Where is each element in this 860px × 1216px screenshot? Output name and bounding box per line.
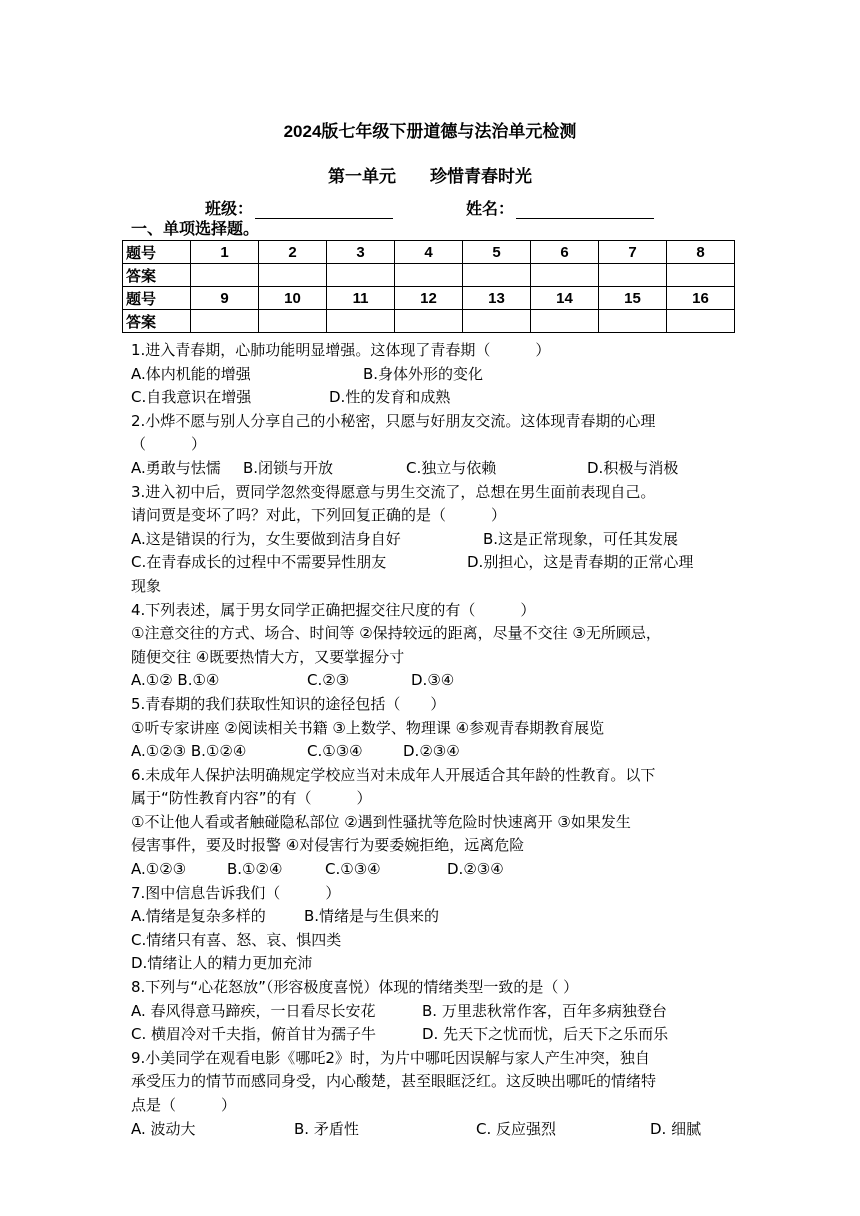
option-b: B.①②④ [227, 860, 283, 879]
option-c: C. 反应强烈 [476, 1119, 557, 1138]
answer-cell[interactable] [191, 310, 259, 333]
row-label-answer: 答案 [123, 310, 191, 333]
option-a: A.①②③ [131, 860, 187, 879]
option-d: D.性的发育和成熟 [329, 388, 451, 407]
class-blank[interactable] [255, 202, 393, 219]
question-6-items: 侵害事件，要及时报警 ④对侵害行为要委婉拒绝，远离危险 [131, 836, 525, 855]
table-row [123, 241, 735, 264]
row-label-question: 题号 [123, 287, 191, 310]
answer-cell[interactable] [599, 310, 667, 333]
option-b: B.闭锁与开放 [243, 458, 334, 477]
question-number-cell: 12 [395, 287, 463, 310]
option-c: C.①③④ [307, 742, 363, 761]
question-1-options [131, 386, 731, 410]
option-d: D.别担心，这是青春期的正常心理 [467, 553, 694, 572]
unit-number: 第一单元 [328, 167, 396, 186]
answer-cell[interactable] [463, 310, 531, 333]
option-c: C. 横眉冷对千夫指，俯首甘为孺子牛 [131, 1025, 377, 1044]
option-c: C.②③ [307, 671, 350, 690]
option-ab: A.①②③ B.①②④ [131, 742, 247, 761]
answer-table [122, 240, 735, 333]
table-row [123, 287, 735, 310]
option-c: C.独立与依赖 [406, 458, 497, 477]
question-2-stem: 2.小烨不愿与别人分享自己的小秘密，只愿与好朋友交流。这体现青春期的心理 [131, 411, 656, 430]
answer-cell[interactable] [395, 264, 463, 287]
question-5-stem: 5.青春期的我们获取性知识的途径包括（ ） [131, 694, 446, 713]
question-3-options [131, 551, 731, 575]
question-list [131, 339, 731, 1141]
question-6-stem: 6.未成年人保护法明确规定学校应当对未成年人开展适合其年龄的性教育。以下 [131, 765, 656, 784]
unit-title: 珍惜青春时光 [430, 167, 532, 186]
question-number-cell: 15 [599, 287, 667, 310]
name-blank[interactable] [516, 202, 654, 219]
question-number-cell: 7 [599, 241, 667, 264]
question-9-stem: 点是（ ） [131, 1096, 237, 1114]
answer-cell[interactable] [599, 264, 667, 287]
question-5-items: ①听专家讲座 ②阅读相关书籍 ③上数学、物理课 ④参观青春期教育展览 [131, 718, 605, 737]
question-1-stem: 1.进入青春期，心肺功能明显增强。这体现了青春期（ ） [131, 341, 551, 359]
option-ab: A.①② B.①④ [131, 671, 220, 690]
option-d: D.②③④ [403, 742, 460, 761]
option-d: D.②③④ [447, 860, 504, 879]
question-number-cell: 1 [191, 241, 259, 264]
question-number-cell: 6 [531, 241, 599, 264]
question-3-options: 现象 [131, 576, 162, 595]
class-label: 班级： [205, 201, 254, 218]
question-number-cell: 13 [463, 287, 531, 310]
option-a: A.情绪是复杂多样的 [131, 907, 266, 926]
table-row [123, 264, 735, 287]
option-a: A.体内机能的增强 [131, 364, 251, 383]
question-6-items: ①不让他人看或者触碰隐私部位 ②遇到性骚扰等危险时快速离开 ③如果发生 [131, 812, 631, 831]
question-2-stem: （ ） [131, 435, 207, 454]
answer-cell[interactable] [667, 310, 735, 333]
section-heading: 一、单项选择题。 [131, 221, 260, 238]
option-a: A.这是错误的行为，女生要做到洁身自好 [131, 529, 401, 548]
question-9-stem: 承受压力的情节而感同身受，内心酸楚，甚至眼眶泛红。这反映出哪吒的情绪特 [131, 1072, 657, 1091]
answer-cell[interactable] [463, 264, 531, 287]
answer-cell[interactable] [259, 264, 327, 287]
answer-cell[interactable] [531, 310, 599, 333]
answer-cell[interactable] [395, 310, 463, 333]
question-5-options [131, 740, 731, 764]
answer-cell[interactable] [327, 264, 395, 287]
question-3-stem: 请问贾是变坏了吗？对此，下列回复正确的是（ ） [131, 506, 507, 525]
option-c: C.情绪只有喜、怒、哀、惧四类 [131, 930, 342, 949]
question-4-items: ①注意交往的方式、场合、时间等 ②保持较远的距离，尽量不交往 ③无所顾忌， [131, 624, 661, 643]
question-6-options [131, 858, 731, 882]
question-number-cell: 16 [667, 287, 735, 310]
question-3-options [131, 528, 731, 552]
option-b: B. 万里悲秋常作客，百年多病独登台 [422, 1001, 667, 1020]
option-b: B. 矛盾性 [294, 1119, 359, 1138]
option-c: C.自我意识在增强 [131, 388, 252, 407]
option-b: B.情绪是与生俱来的 [304, 907, 440, 926]
row-label-answer: 答案 [123, 264, 191, 287]
option-c: C.在青春成长的过程中不需要异性朋友 [131, 553, 387, 572]
option-d: D.③④ [411, 671, 455, 690]
answer-cell[interactable] [191, 264, 259, 287]
question-1-options [131, 363, 731, 387]
question-9-options [131, 1118, 731, 1142]
question-7-stem: 7.图中信息告诉我们（ ） [131, 883, 341, 902]
question-8-stem: 8.下列与“心花怒放”（形容极度喜悦）体现的情绪类型一致的是（ ） [131, 978, 579, 997]
option-d: D. 细腻 [650, 1119, 702, 1138]
question-3-stem: 3.进入初中后，贾同学忽然变得愿意与男生交流了，总想在男生面前表现自己。 [131, 482, 656, 501]
option-a: A. 春风得意马蹄疾，一日看尽长安花 [131, 1001, 376, 1020]
answer-cell[interactable] [259, 310, 327, 333]
option-d: D. 先天下之忧而忧，后天下之乐而乐 [422, 1025, 669, 1044]
option-a: A.勇敢与怯懦 [131, 458, 221, 477]
unit-heading [0, 162, 860, 187]
question-number-cell: 14 [531, 287, 599, 310]
question-4-options [131, 669, 731, 693]
question-7-options [131, 905, 731, 929]
name-label: 姓名： [466, 201, 515, 218]
document-title: 2024版七年级下册道德与法治单元检测 [283, 122, 577, 141]
question-number-cell: 3 [327, 241, 395, 264]
question-2-options [131, 457, 731, 481]
option-a: A. 波动大 [131, 1119, 196, 1138]
question-number-cell: 2 [259, 241, 327, 264]
option-d: D.积极与消极 [587, 458, 679, 477]
option-d: D.情绪让人的精力更加充沛 [131, 954, 313, 973]
question-8-options [131, 1000, 731, 1024]
question-number-cell: 5 [463, 241, 531, 264]
answer-cell[interactable] [667, 264, 735, 287]
question-number-cell: 4 [395, 241, 463, 264]
option-c: C.①③④ [325, 860, 381, 879]
answer-cell[interactable] [327, 310, 395, 333]
answer-cell[interactable] [531, 264, 599, 287]
table-row [123, 310, 735, 333]
question-number-cell: 10 [259, 287, 327, 310]
option-b: B.身体外形的变化 [363, 364, 484, 383]
question-number-cell: 9 [191, 287, 259, 310]
question-8-options [131, 1023, 731, 1047]
name-field [466, 196, 654, 219]
row-label-question: 题号 [123, 241, 191, 264]
question-6-stem: 属于“防性教育内容”的有（ ） [131, 789, 372, 808]
question-9-stem: 9.小美同学在观看电影《哪吒2》时，为片中哪吒因误解与家人产生冲突，独自 [131, 1048, 650, 1067]
question-number-cell: 11 [327, 287, 395, 310]
question-4-stem: 4.下列表述，属于男女同学正确把握交往尺度的有（ ） [131, 600, 536, 619]
question-4-items: 随便交往 ④既要热情大方，又要掌握分寸 [131, 647, 405, 666]
option-b: B.这是正常现象，可任其发展 [483, 529, 679, 548]
question-number-cell: 8 [667, 241, 735, 264]
